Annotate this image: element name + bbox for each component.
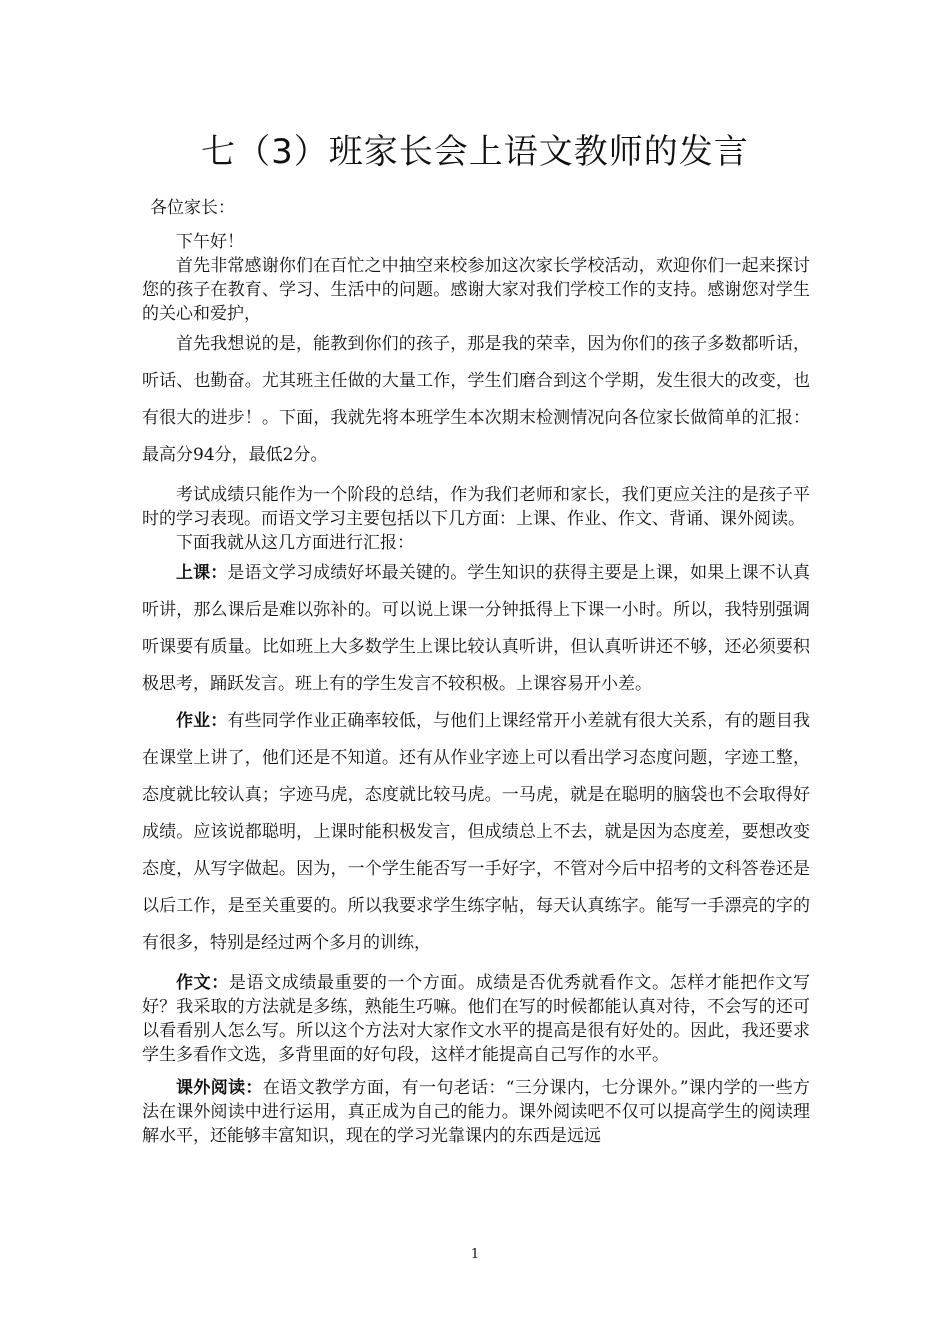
section-label-class: 上课：	[176, 563, 228, 583]
document-body	[142, 196, 810, 1148]
section-label-homework: 作业：	[176, 711, 228, 731]
paragraph-class	[142, 555, 810, 703]
section-text-homework: 有些同学作业正确率较低，与他们上课经常开小差就有很大关系，有的题目我在课堂上讲了，他们还是不知道。还有从作业字迹上可以看出学习态度问题，字迹工整，态度就比较认真；字迹马虎，态度就比较马虎。一马虎，就是在聪明的脑袋也不会取得好成绩。应该说都聪明，上课时能积极发言，但成绩总上不去，就是因为态度差，要想改变态度，从写字做起。因为，一个学生能否写一手好字，不管对今后中招考的文科答卷还是以后工作，是至关重要的。所以我要求学生练字帖，每天认真练字。能写一手漂亮的字的有很多，特别是经过两个多月的训练，	[142, 711, 811, 953]
section-label-reading: 课外阅读：	[176, 1078, 263, 1098]
paragraph-intro: 下面我就从这几方面进行汇报：	[176, 533, 414, 553]
paragraph-thanks: 首先非常感谢你们在百忙之中抽空来校参加这次家长学校活动，欢迎你们一起来探讨您的孩子在教育、学习、生活中的问题。感谢大家对我们学校工作的支持。感谢您对学生的关心和爱护，	[142, 256, 810, 324]
paragraph-summary: 考试成绩只能作为一个阶段的总结，作为我们老师和家长，我们更应关注的是孩子平时的学习表现。而语文学习主要包括以下几方面：上课、作业、作文、背诵、课外阅读。	[142, 485, 810, 529]
document-title: 七（3）班家长会上语文教师的发言	[201, 132, 749, 172]
paragraph-report: 首先我想说的是，能教到你们的孩子，那是我的荣幸，因为你们的孩子多数都听话，听话、也勤奋。尤其班主任做的大量工作，学生们磨合到这个学期，发生很大的改变，也有很大的进步！。下面，我就先将本班学生本次期末检测情况向各位家长做简单的汇报：最高分94分，最低2分。	[142, 334, 810, 465]
section-label-composition: 作文：	[176, 973, 229, 993]
page-number: 1	[470, 1247, 480, 1262]
paragraph-homework	[142, 703, 810, 962]
section-text-class: 是语文学习成绩好坏最关键的。学生知识的获得主要是上课，如果上课不认真听讲，那么课后是难以弥补的。可以说上课一分钟抵得上下课一小时。所以，我特别强调听课要有质量。比如班上大多数学生上课比较认真听讲，但认真听讲还不够，还必须要积极思考，踊跃发言。班上有的学生发言不较积极。上课容易开小差。	[142, 563, 811, 694]
paragraph-reading	[142, 1076, 810, 1148]
section-text-reading: 在语文教学方面，有一句老话：“三分课内，七分课外。”课内学的一些方法在课外阅读中进行运用，真正成为自己的能力。课外阅读吧不仅可以提高学生的阅读理解水平，还能够丰富知识，现在的学习光靠课内的东西是远远	[142, 1078, 810, 1146]
greeting: 下午好！	[176, 232, 244, 252]
salutation: 各位家长：	[150, 198, 235, 218]
paragraph-composition	[142, 971, 810, 1067]
section-text-composition: 是语文成绩最重要的一个方面。成绩是否优秀就看作文。怎样才能把作文写好？我采取的方法就是多练，熟能生巧嘛。他们在写的时候都能认真对待，不会写的还可以看看别人怎么写。所以这个方法对大家作文水平的提高是很有好处的。因此，我还要求学生多看作文选，多背里面的好句段，这样才能提高自己写作的水平。	[142, 973, 811, 1065]
